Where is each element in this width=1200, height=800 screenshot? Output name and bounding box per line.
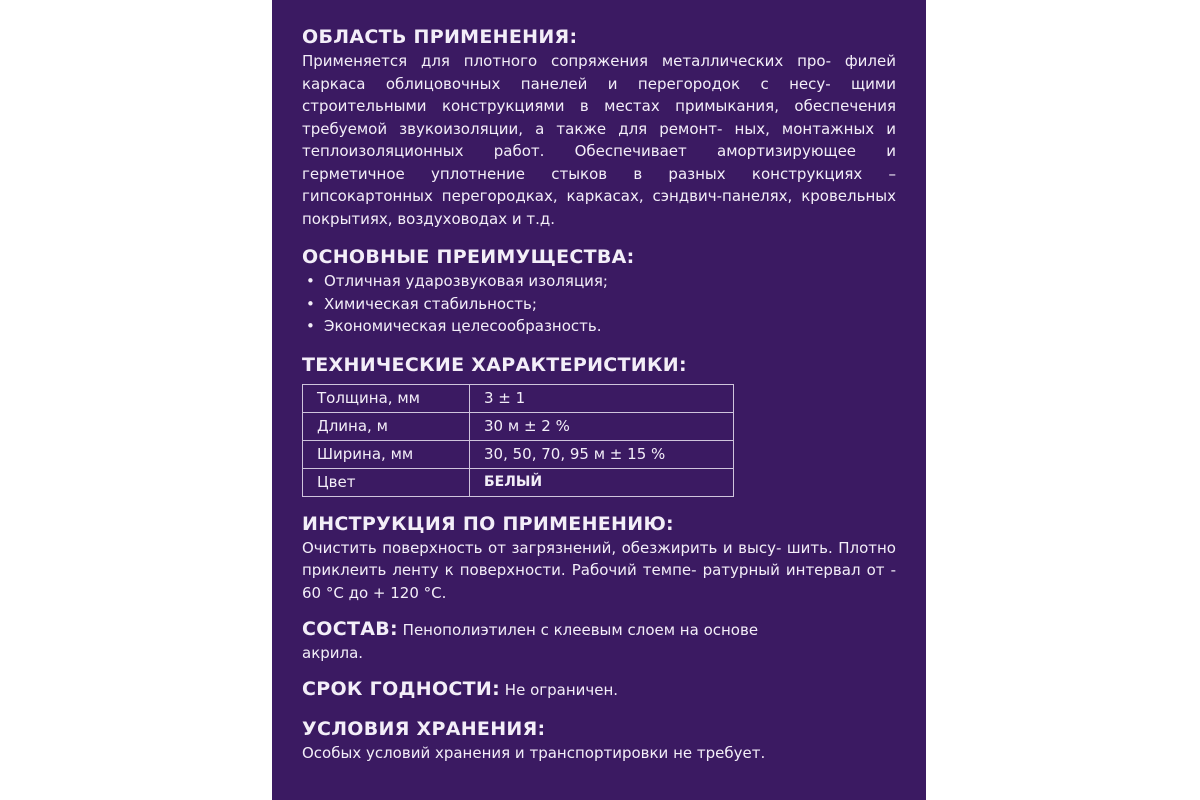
application-line: филей каркаса облицовочных панелей и перегородок с несу- (302, 52, 896, 93)
instructions-text (302, 537, 896, 605)
product-info-panel (272, 0, 926, 800)
shelf-life-heading: СРОК ГОДНОСТИ: (302, 678, 501, 700)
application-line: ных, монтажных и теплоизоляционных работ. Обеспечивает (302, 119, 896, 160)
storage-section (302, 716, 896, 765)
application-line: амортизирующее и герметичное уплотнение стыков в разных (302, 142, 896, 183)
spec-value: 30 м ± 2 % (470, 412, 734, 440)
application-line: обеспечения требуемой звукоизоляции, а также для ремонт- (302, 97, 896, 138)
composition-line: Пенополиэтилен с клеевым слоем на основе (402, 621, 759, 639)
table-row (303, 468, 734, 496)
advantages-list (302, 270, 896, 338)
instructions-heading: ИНСТРУКЦИЯ ПО ПРИМЕНЕНИЮ: (302, 512, 674, 535)
table-row (303, 412, 734, 440)
application-line: Применяется для плотного сопряжения металлических про- (302, 52, 832, 70)
spec-value: 30, 50, 70, 95 м ± 15 % (470, 440, 734, 468)
specs-heading: ТЕХНИЧЕСКИЕ ХАРАКТЕРИСТИКИ: (302, 353, 687, 376)
composition-heading: СОСТАВ: (302, 618, 398, 640)
spec-label: Ширина, мм (303, 440, 470, 468)
advantages-heading: ОСНОВНЫЕ ПРЕИМУЩЕСТВА: (302, 246, 635, 268)
shelf-life-value: Не ограничен. (504, 681, 619, 699)
specs-section (302, 352, 896, 497)
advantage-item: • Экономическая целесообразность. (302, 315, 896, 338)
composition-text (302, 618, 896, 664)
storage-heading: УСЛОВИЯ ХРАНЕНИЯ: (302, 717, 546, 740)
shelf-life-text (302, 678, 896, 702)
instructions-line: шить. Плотно приклеить ленту к поверхности. Рабочий темпе- (302, 538, 896, 579)
advantage-item: • Отличная ударозвуковая изоляция; (302, 270, 896, 293)
specs-table (302, 384, 734, 497)
table-row (303, 384, 734, 412)
table-row (303, 440, 734, 468)
advantages-section (302, 244, 896, 338)
application-text (302, 50, 896, 230)
spec-value: БЕЛЫЙ (470, 468, 734, 496)
storage-text: Особых условий хранения и транспортировки не требует. (302, 743, 766, 762)
shelf-life-section (302, 678, 896, 702)
application-line: конструкциях – гипсокартонных перегородках, каркасах, (302, 164, 896, 205)
application-line: щими строительными конструкциями в местах примыкания, (302, 74, 896, 115)
advantage-item: • Химическая стабильность; (302, 293, 896, 316)
application-section (302, 24, 896, 230)
spec-value: 3 ± 1 (470, 384, 734, 412)
composition-section (302, 618, 896, 664)
instructions-line: ратурный интервал от - 60 °С до + 120 °С. (302, 561, 896, 602)
spec-label: Длина, м (303, 412, 470, 440)
spec-label: Цвет (303, 468, 470, 496)
instructions-section (302, 511, 896, 605)
application-heading: ОБЛАСТЬ ПРИМЕНЕНИЯ: (302, 26, 578, 48)
spec-label: Толщина, мм (303, 384, 470, 412)
composition-line: акрила. (302, 643, 364, 662)
application-line: сэндвич-панелях, кровельных покрытиях, воздуховодах и т.д. (302, 187, 896, 228)
instructions-line: Очистить поверхность от загрязнений, обезжирить и высу- (302, 538, 782, 557)
